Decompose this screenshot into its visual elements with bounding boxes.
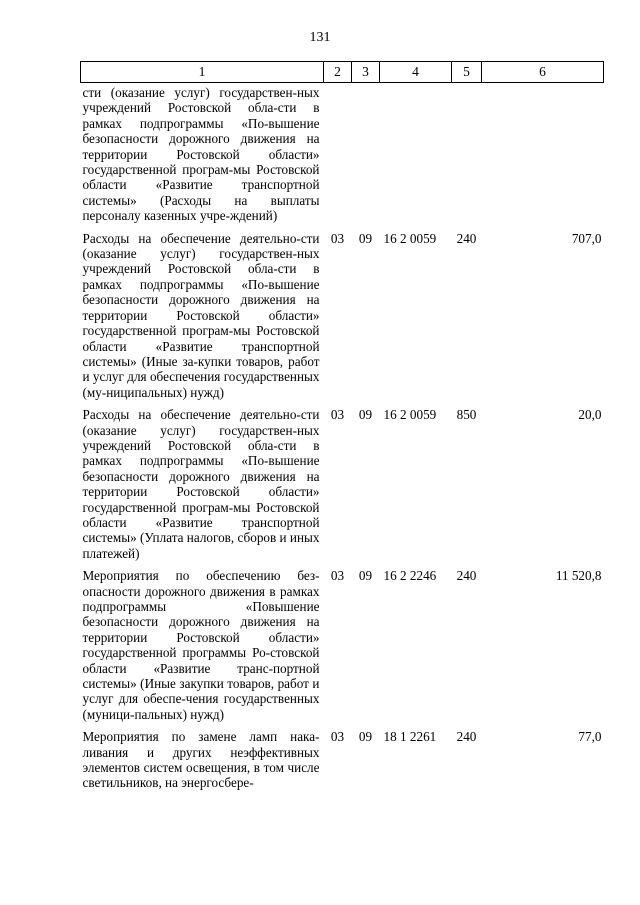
row-amount: 11 520,8 [555, 568, 602, 584]
row-expense-type [452, 83, 482, 231]
table-row [81, 568, 604, 729]
row-target-code: 16 2 0059 [383, 230, 437, 246]
row-target-code: 18 1 2261 [383, 729, 437, 745]
row-subsection: 09 [358, 230, 373, 246]
table-row [81, 729, 604, 798]
header-col-4: 4 [380, 62, 452, 83]
row-expense-type: 850 [456, 407, 477, 423]
row-description: Мероприятия по замене ламп нака-ливания и других неэффективных элементов систем освещения, в том числе светильников, на энергосбере- [82, 729, 320, 791]
table-row [81, 231, 604, 407]
row-expense-type: 240 [456, 729, 477, 745]
row-target-code: 16 2 2246 [383, 568, 437, 584]
row-section: 03 [330, 230, 345, 246]
header-col-1: 1 [81, 62, 324, 83]
row-description: Расходы на обеспечение деятельно-сти (оказание услуг) государствен-ных учреждений Ростовской обла-сти в рамках подпрограммы «По-вышение безопасности дорожного движения на территории Ростовской области» государственной програм-мы Ростовской области «Развитие транспортной системы» (Уплата налогов, сборов и иных платежей) [82, 407, 320, 561]
row-expense-type: 240 [456, 568, 477, 584]
row-subsection: 09 [358, 407, 373, 423]
row-expense-type: 240 [456, 230, 477, 246]
row-subsection: 09 [358, 729, 373, 745]
table-row [81, 407, 604, 568]
header-col-5: 5 [452, 62, 482, 83]
row-description: сти (оказание услуг) государствен-ных учреждений Ростовской обла-сти в рамках подпрограммы «По-вышение безопасности дорожного движения на территории Ростовской области» государственной програм-мы Ростовской области «Развитие транспортной системы» (Расходы на выплаты персоналу казенных учре-ждений) [82, 85, 320, 224]
row-amount [482, 83, 604, 231]
row-section: 03 [330, 407, 345, 423]
table-row [81, 83, 604, 231]
row-description: Мероприятия по обеспечению без-опасности дорожного движения в рамках подпрограммы «Повышение безопасности дорожного движения на территории Ростовской области» государственной программы Ро-стовской области «Развитие транс-портной системы» (Иные закупки товаров, работ и услуг для обеспе-чения государственных (муници-пальных) нужд) [82, 568, 320, 722]
row-section: 03 [330, 729, 345, 745]
header-col-2: 2 [324, 62, 352, 83]
budget-table [80, 61, 604, 798]
row-subsection [352, 83, 380, 231]
row-section [324, 83, 352, 231]
row-section: 03 [330, 568, 345, 584]
header-col-6: 6 [482, 62, 604, 83]
row-amount: 20,0 [578, 407, 602, 423]
row-subsection: 09 [358, 568, 373, 584]
row-amount: 707,0 [571, 230, 602, 246]
header-col-3: 3 [352, 62, 380, 83]
row-target-code: 16 2 0059 [383, 407, 437, 423]
header-row [81, 62, 604, 83]
row-target-code [380, 83, 452, 231]
row-description: Расходы на обеспечение деятельно-сти (оказание услуг) государствен-ных учреждений Ростовской обла-сти в рамках подпрограммы «По-вышение безопасности дорожного движения на территории Ростовской области» государственной програм-мы Ростовской области «Развитие транспортной системы» (Иные за-купки товаров, работ и услуг для обеспечения государственных (му-ниципальных) нужд) [82, 230, 320, 400]
row-amount: 77,0 [578, 729, 602, 745]
page-number: 131 [309, 30, 331, 45]
